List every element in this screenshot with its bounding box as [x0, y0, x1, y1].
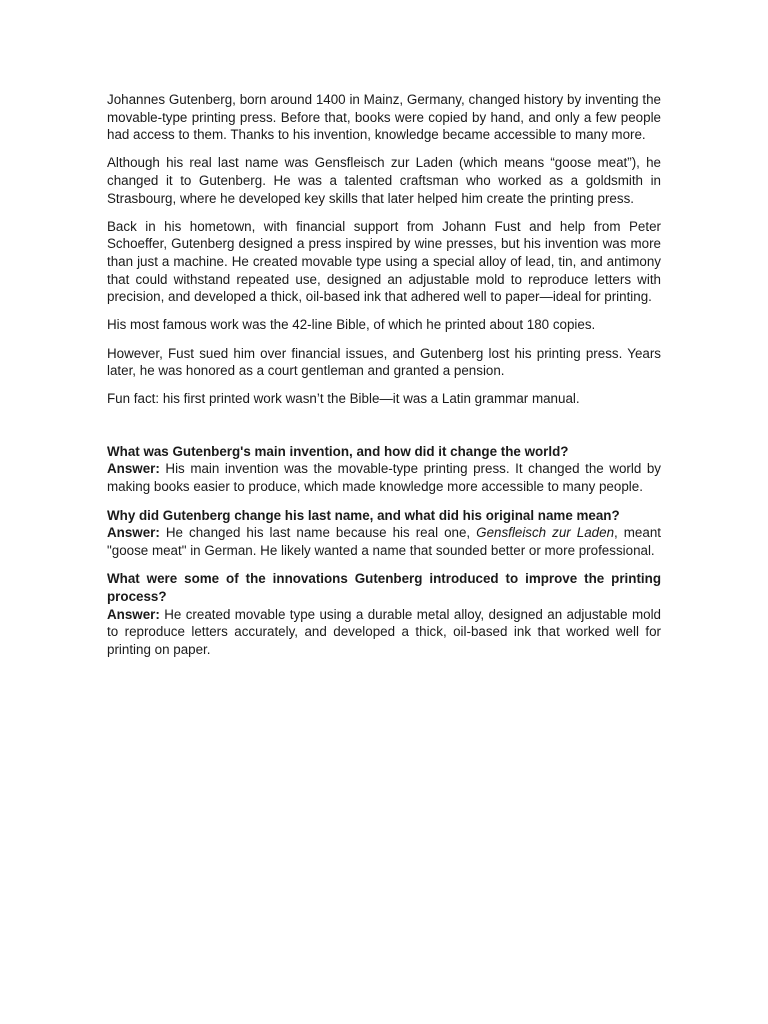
qa-section [107, 443, 661, 659]
answer-text: He changed his last name because his real one, [159, 525, 477, 541]
qa-item [107, 443, 661, 496]
answer [107, 606, 661, 659]
answer-text: His main invention was the movable-type printing press. It changed the world by making books easier to produce, which made knowledge more accessible to many people. [107, 461, 661, 495]
document-page [107, 91, 661, 669]
paragraph-press-design: Back in his hometown, with financial support from Johann Fust and help from Peter Schoeffer, Gutenberg designed a press inspired by wine presses, but his invention was more than just a machine. He created movable type using a special alloy of lead, tin, and antimony that could withstand repeated use, designed an adjustable mold to reproduce letters with precision, and developed a thick, oil-based ink that adhered well to paper—ideal for printing. [107, 218, 661, 305]
paragraph-name-origin: Although his real last name was Gensfleisch zur Laden (which means “goose meat”), he changed it to Gutenberg. He was a talented craftsman who worked as a goldsmith in Strasbourg, where he developed key skills that later helped him create the printing press. [107, 155, 661, 206]
question: What were some of the innovations Gutenberg introduced to improve the printing process? [107, 571, 661, 605]
qa-item [107, 570, 661, 658]
article-body [107, 91, 661, 408]
paragraph-intro: Johannes Gutenberg, born around 1400 in Mainz, Germany, changed history by inventing the movable-type printing press. Before that, books were copied by hand, and only a few people had access to them. Thanks to his invention, knowledge became accessible to many more. [107, 92, 661, 143]
paragraph-lawsuit: However, Fust sued him over financial issues, and Gutenberg lost his printing press. Years later, he was honored as a court gentleman and granted a pension. [107, 345, 661, 379]
paragraph-bible: His most famous work was the 42-line Bible, of which he printed about 180 copies. [107, 317, 596, 333]
question: What was Gutenberg's main invention, and how did it change the world? [107, 443, 569, 459]
answer-emphasis: Gensfleisch zur Laden [476, 525, 615, 541]
qa-item [107, 507, 661, 560]
answer [107, 460, 661, 495]
paragraph-fun-fact: Fun fact: his first printed work wasn’t the Bible—it was a Latin grammar manual. [107, 391, 580, 407]
answer-label: Answer: [107, 606, 160, 622]
answer-label: Answer: [107, 461, 160, 477]
answer-text: He created movable type using a durable metal alloy, designed an adjustable mold to reproduce letters accurately, and developed a thick, oil-based ink that worked well for printing on paper. [107, 606, 661, 657]
answer-label: Answer: [107, 525, 160, 541]
question: Why did Gutenberg change his last name, and what did his original name mean? [107, 507, 620, 523]
answer [107, 524, 661, 559]
answer-text: , meant "goose meat" in German. He likely wanted a name that sounded better or more professional. [107, 525, 661, 558]
